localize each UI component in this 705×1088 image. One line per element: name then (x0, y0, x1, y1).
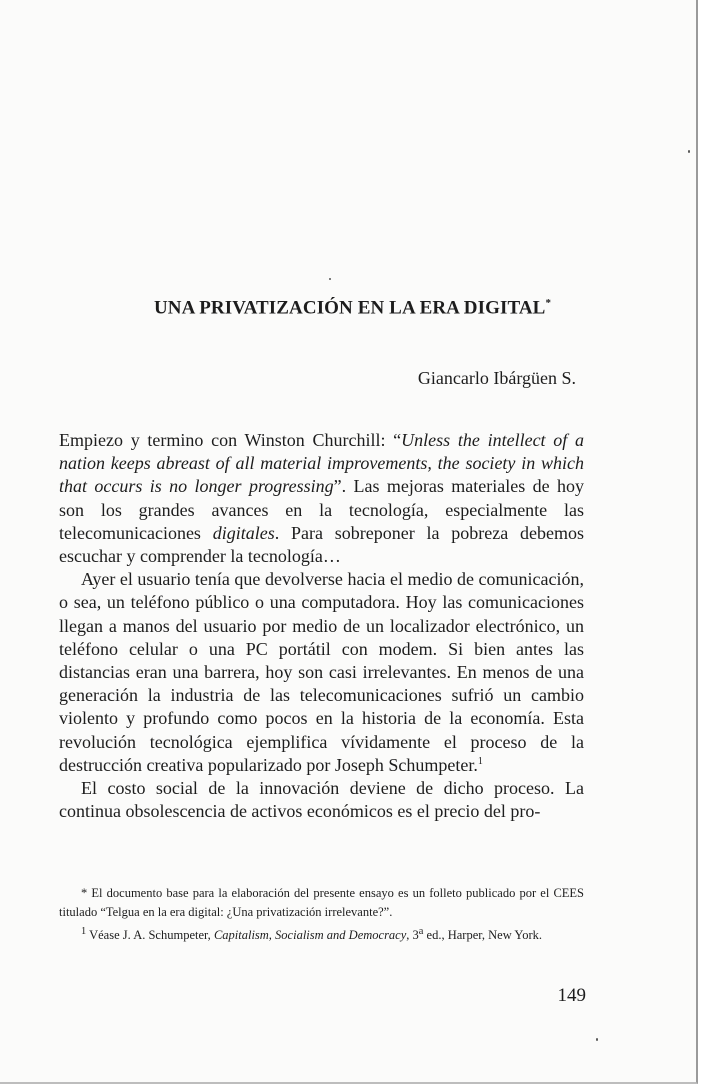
scan-speck (329, 278, 331, 280)
article-title (0, 297, 698, 319)
footnotes (59, 884, 584, 945)
emphasis-digitales: digitales (212, 522, 275, 543)
author-name: Giancarlo Ibárgüen S. (417, 368, 576, 388)
paragraph-2: Ayer el usuario tenía que devolverse hacia el medio de comunicación, o sea, un teléfono público o una computadora. Hoy las comunicaciones llegan a manos del usuario por medio de un localizador electrónico, un teléfono celular o una PC portátil con modem. Si bien antes las distancias eran una barrera, hoy son casi irrelevantes. En menos de una generación la industria de las telecomunicaciones sufrió un cambio violento y profundo como pocos en la historia de la economía. Esta revolución tecnológica ejemplifica vívidamente el proceso de la destrucción creativa popularizado por Joseph Schumpeter.$^1$ (59, 569, 584, 775)
footnote-star: * El documento base para la elaboración del presente ensayo es un folleto publicado por el CEES titulado “Telgua en la era digital: ¿Una privatización irrelevante?”. (59, 886, 584, 919)
scan-speck (596, 1038, 598, 1041)
footnote-ref-1: 1 (477, 755, 483, 767)
title-footnote-mark: * (545, 297, 552, 309)
paragraph-3: El costo social de la innovación deviene de dicho proceso. La continua obsolescencia de activos económicos es el precio del pro- (59, 778, 584, 822)
article-title-text: UNA PRIVATIZACIÓN EN LA ERA DIGITAL (153, 297, 546, 319)
paragraph-1: Empiezo y termino con Winston Churchill: “Unless the intellect of a nation keeps abreast of all material improvements, the society in which that occurs is no longer progressing”. Las mejoras materiales de hoy son los grandes avances en la tecnología, especialmente las telecomunicaciones digitales. Para sobreponer la pobreza debemos escuchar y comprender la tecnología… (59, 430, 584, 567)
scan-speck (688, 150, 690, 153)
page-number: 149 (557, 985, 586, 1006)
churchill-quote: Unless the intellect of a nation keeps abreast of all material improvements, the society in which that occurs is no longer progressing (59, 430, 584, 497)
footnote-1: $^1$ Véase J. A. Schumpeter, Capitalism, Socialism and Democracy, 3$^a$ ed., Harper, New York. (81, 926, 542, 943)
article-body (59, 429, 584, 823)
book-title: Capitalism, Socialism and Democracy (213, 928, 407, 943)
